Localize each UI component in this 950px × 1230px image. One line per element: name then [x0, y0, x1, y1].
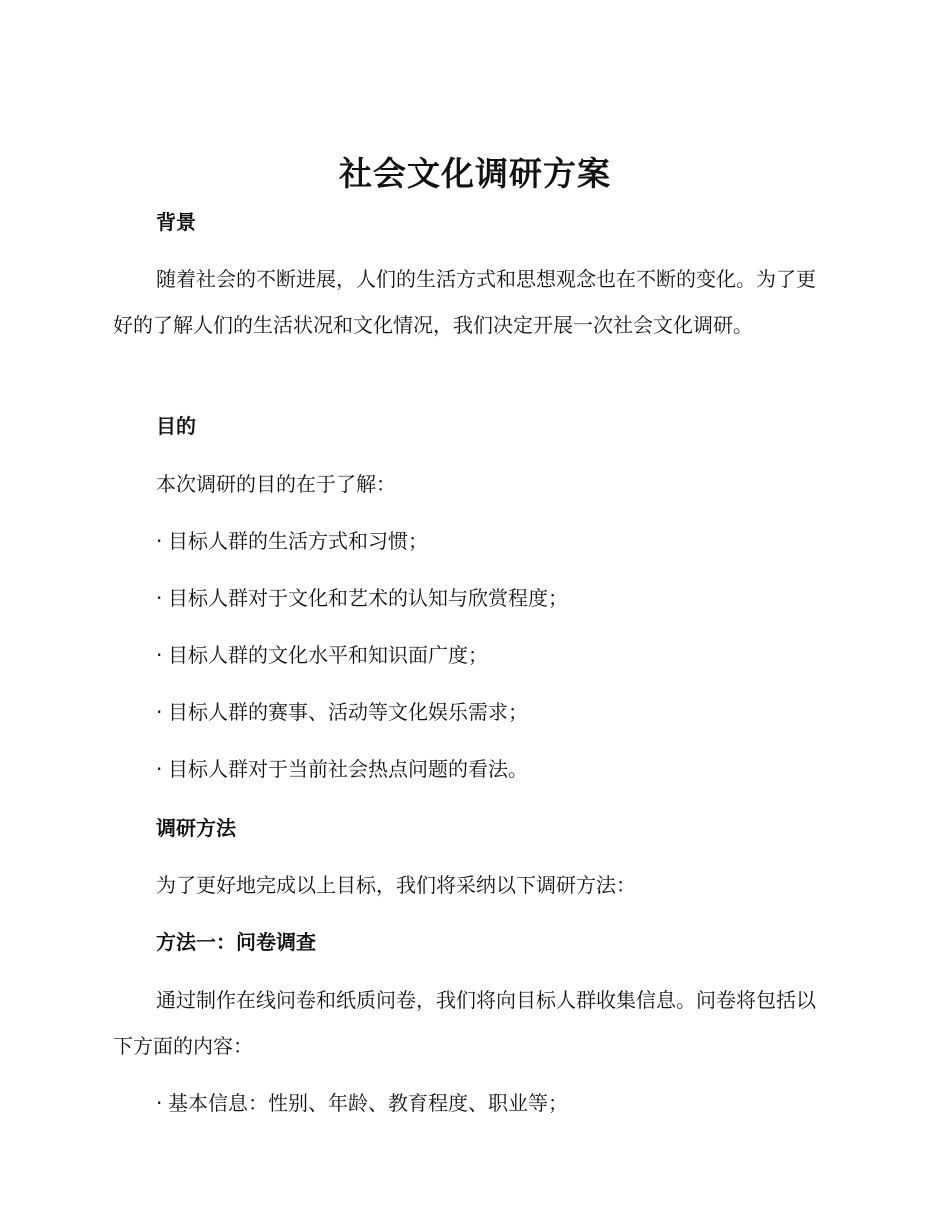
- bullet-dot: ·: [156, 1091, 163, 1115]
- list-item: [156, 698, 528, 726]
- bullet-dot: ·: [156, 529, 163, 553]
- bullet-dot: ·: [156, 643, 163, 667]
- list-item-text: 目标人群的赛事、活动等文化娱乐需求；: [168, 700, 528, 724]
- list-item: [156, 755, 528, 783]
- purpose-intro: 本次调研的目的在于了解：: [156, 472, 396, 496]
- list-item-text: 目标人群对于文化和艺术的认知与欣赏程度；: [168, 586, 568, 610]
- method-intro: 为了更好地完成以上目标，我们将采纳以下调研方法：: [156, 873, 636, 897]
- section-heading-purpose: 目的: [156, 414, 196, 438]
- bullet-dot: ·: [156, 757, 163, 781]
- section-heading-background: 背景: [156, 210, 196, 234]
- bullet-dot: ·: [156, 586, 163, 610]
- list-item-text: 基本信息：性别、年龄、教育程度、职业等；: [168, 1091, 568, 1115]
- list-item-text: 目标人群的文化水平和知识面广度；: [168, 643, 488, 667]
- list-item-text: 目标人群的生活方式和习惯；: [168, 529, 428, 553]
- list-item-text: 目标人群对于当前社会热点问题的看法。: [168, 757, 528, 781]
- method1-paragraph: 通过制作在线问卷和纸质问卷，我们将向目标人群收集信息。问卷将包括以下方面的内容：: [113, 988, 816, 1058]
- list-item: [156, 584, 568, 612]
- list-item: [156, 527, 428, 555]
- background-paragraph: 随着社会的不断进展，人们的生活方式和思想观念也在不断的变化。为了更好的了解人们的生活状况和文化情况，我们决定开展一次社会文化调研。: [113, 267, 816, 337]
- subsection-heading-method1: 方法一：问卷调查: [156, 930, 316, 954]
- bullet-dot: ·: [156, 700, 163, 724]
- list-item: [156, 641, 488, 669]
- section-heading-method: 调研方法: [156, 816, 236, 840]
- list-item: [156, 1089, 568, 1117]
- document-title: 社会文化调研方案: [339, 154, 611, 193]
